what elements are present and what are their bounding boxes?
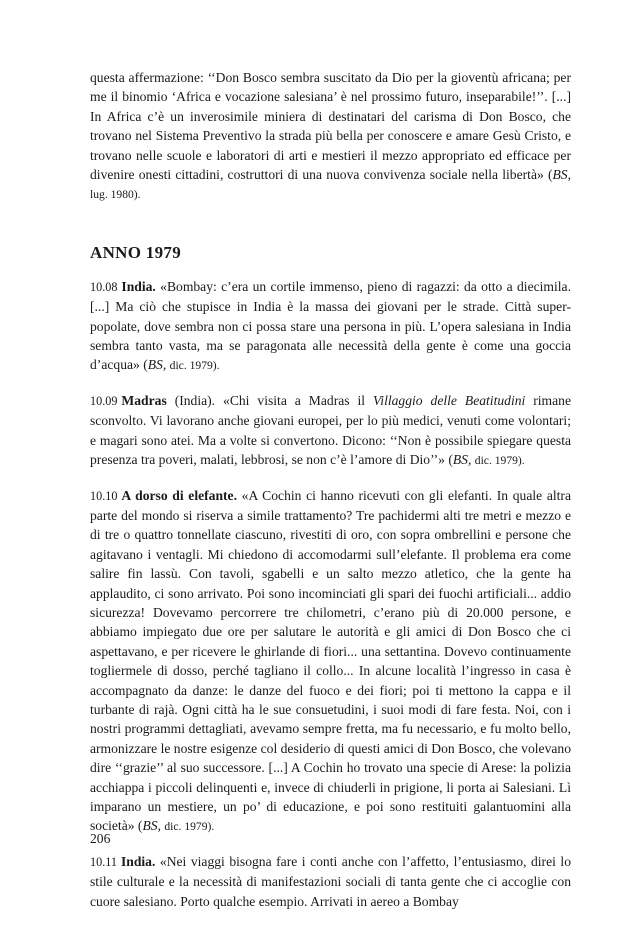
citation-source: BS, — [147, 357, 167, 373]
citation-source: BS, — [142, 818, 161, 834]
entry-text: «A Cochin ci hanno ricevuti con gli elefanti. In quale altra parte del mondo si riserva a simile trattamento? Tre pachidermi alti tre metri e mezzo e di tre o quattro tonnellate ciascuno, rivestiti di oro, con sopra ombrellini e persone che agitavano i ventagli. Mi chiedono di accomodarmi sull’elefante. Il problema era come salire fin lassù. Con tavoli, sgabelli e un salto mezzo atletico, che la gente ha applaudito, ci sono arrivato. Poi sono incominciati gli spari dei fuochi artificiali... addio sicurezza! Dovevamo percorrere tre chilometri, c’erano più di 20.000 persone, e abbiamo impiegato due ore per salutare le autorità e gli amici di Don Bosco che ci aspettavano, e per ricevere le ghirlande di fiori... una settantina. Dovevo continuamente togliermele di dosso, perché tagliano il collo... In alcune località l’ingresso in casa è accompagnato da danze: le danze del fuoco e dei fiori; poi ti mettono la cappa e il turbante di rajà. Ogni città ha le sue consuetudini, i suoi modi di fare festa. Noi, con i nostri programmi dettagliati, avevamo sempre fretta, ma fu necessario, e fu molto bello, armonizzare le nostre esigenze col desiderio di questi amici di Don Bosco, che volevano dire ‘‘grazie’’ al suo successore. [...] A Cochin ho trovato una specie di Arese: la polizia acchiappa i piccoli delinquenti e, invece di chiuderli in prigione, li porta ai Salesiani. Lì imparano un mestiere, un po’ di educazione, e poi sono restituiti galantuomini alla società» ( — [90, 487, 571, 834]
entry-number: 10.11 — [90, 854, 117, 869]
entry-italic-title: Villaggio delle Beatitudini — [373, 392, 526, 408]
entry-number: 10.09 — [90, 393, 118, 408]
entry-title-suffix: (India). «Chi visita a Madras il — [174, 392, 373, 408]
entry-10-08 — [90, 277, 571, 376]
page-content — [90, 68, 571, 926]
entry-title: A dorso di elefante. — [121, 487, 237, 503]
intro-paragraph — [90, 68, 571, 205]
entry-number: 10.10 — [90, 488, 118, 503]
entry-title: India. — [120, 853, 156, 869]
citation-source: BS, — [552, 167, 571, 183]
citation-source: BS, — [452, 452, 472, 468]
page-number: 206 — [90, 831, 111, 846]
entry-10-09 — [90, 391, 571, 471]
citation-date: dic. 1979). — [169, 359, 220, 373]
citation-date: dic. 1979). — [164, 820, 215, 834]
entry-text: rimane sconvolto. Vi lavorano anche giovani europei, per lo più medici, venuti come volontari; e magari sono atei. Ma a volte si convertono. Dicono: ‘‘Non è possibile spiegare questa presenza tra poveri, malati, lebbrosi, se non c’è l’amore di Dio’’» ( — [90, 392, 571, 468]
citation-date: dic. 1979). — [474, 454, 525, 468]
entry-text: «Bombay: c’era un cortile immenso, pieno di ragazzi: da otto a diecimila. [...] Ma ciò che stupisce in India è la massa dei giovani per le strade. Città super-popolate, dove sembra non ci possa stare una persona in più. L’opera salesiana in India sembra tanto vasta, ma se paragonata alle necessità della gente è come una goccia d’acqua» ( — [90, 278, 571, 373]
entry-title: Madras — [121, 392, 167, 408]
entry-title: India. — [121, 278, 156, 294]
intro-text: questa affermazione: ‘‘Don Bosco sembra suscitato da Dio per la gioventù africana; per me il binomio ‘Africa e vocazione salesiana’ è nel prossimo futuro, inseparabile!’’. [...] In Africa c’è un inverosimile miniera di destinatari del carisma di Don Bosco, che trovano nel Sistema Preventivo la strada più bella per conoscere e amare Gesù Cristo, e trovano nelle scuole e laboratori di arti e mestieri il mezzo appropriato ed efficace per divenire onesti cittadini, costruttori di una nuova convivenza sociale nella libertà» ( — [90, 70, 571, 183]
entry-text: «Nei viaggi bisogna fare i conti anche con l’affetto, l’entusiasmo, direi lo stile culturale e la necessità di manifestazioni sociali di tanta gente che ci accoglie con cuore salesiano. Porto qualche esempio. Arrivati in aereo a Bombay — [90, 853, 571, 909]
citation-date: lug. 1980). — [90, 188, 141, 202]
section-title: ANNO 1979 — [90, 242, 182, 262]
entry-10-10 — [90, 486, 571, 837]
entry-10-11 — [90, 852, 571, 911]
entry-number: 10.08 — [90, 279, 118, 294]
